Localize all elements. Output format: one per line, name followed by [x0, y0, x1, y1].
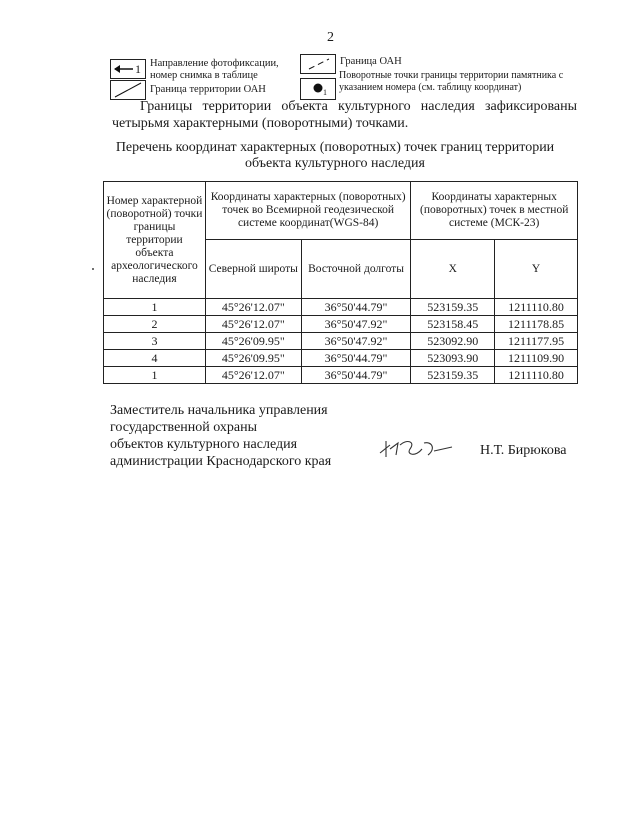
table-row: [104, 333, 578, 350]
signer-name: Н.Т. Бирюкова: [480, 443, 567, 458]
intro-text: Границы территории объекта культурного наследия зафиксированы четырьмя характерными (поворотными) точками.: [112, 99, 577, 131]
scan-speck: [92, 268, 94, 270]
header-msk23: Координаты характерных (поворотных) точек в местной системе (МСК-23): [411, 182, 578, 240]
cell-point-number: 2: [104, 316, 206, 333]
signature-position: [110, 402, 331, 470]
table-row: [104, 350, 578, 367]
page-number: 2: [327, 30, 334, 45]
cell-y: 1211177.95: [495, 333, 578, 350]
header-point-number: Номер характерной (поворотной) точки границы территории объекта археологического наследия: [104, 182, 206, 299]
coordinates-list-title: Перечень координат характерных (поворотных) точек границ территории объекта культурного наследия: [115, 140, 555, 171]
cell-latitude: 45°26'09.95": [205, 333, 301, 350]
header-east-longitude: Восточной долготы: [301, 240, 411, 299]
cell-longitude: 36°50'44.79": [301, 299, 411, 316]
handwritten-signature: [376, 435, 456, 465]
legend-arrow-box: [110, 59, 146, 79]
cell-point-number: 1: [104, 299, 206, 316]
coordinates-table: [103, 181, 578, 384]
header-y: Y: [495, 240, 578, 299]
cell-point-number: 4: [104, 350, 206, 367]
header-x: X: [411, 240, 495, 299]
table-row: [104, 316, 578, 333]
legend-oan-box: [300, 54, 336, 74]
cell-y: 1211109.90: [495, 350, 578, 367]
legend-boundary-box: [110, 80, 146, 100]
cell-latitude: 45°26'12.07": [205, 316, 301, 333]
cell-x: 523159.35: [411, 367, 495, 384]
legend-label-oan: Граница ОАН: [340, 56, 402, 67]
cell-longitude: 36°50'47.92": [301, 333, 411, 350]
position-line: государственной охраны: [110, 420, 258, 435]
cell-longitude: 36°50'44.79": [301, 350, 411, 367]
cell-point-number: 1: [104, 367, 206, 384]
legend-label-territory: Граница территории ОАН: [150, 84, 266, 95]
position-line: администрации Краснодарского края: [110, 454, 332, 469]
territory-boundary-line-icon: [111, 81, 145, 99]
oan-boundary-dashed-icon: [301, 55, 335, 73]
cell-y: 1211178.85: [495, 316, 578, 333]
header-north-latitude: Северной широты: [205, 240, 301, 299]
cell-latitude: 45°26'12.07": [205, 299, 301, 316]
cell-longitude: 36°50'44.79": [301, 367, 411, 384]
legend-point-number: 1: [323, 88, 327, 97]
cell-y: 1211110.80: [495, 367, 578, 384]
position-line: объектов культурного наследия: [110, 437, 298, 452]
cell-x: 523093.90: [411, 350, 495, 367]
cell-point-number: 3: [104, 333, 206, 350]
turning-point-icon: [301, 79, 335, 99]
legend-point-box: [300, 78, 336, 100]
legend-arrow-number: 1: [135, 62, 141, 76]
cell-x: 523159.35: [411, 299, 495, 316]
legend-label-points: Поворотные точки границы территории памятника с указанием номера (см. таблицу координат): [339, 70, 564, 93]
position-line: Заместитель начальника управления: [110, 403, 328, 418]
cell-latitude: 45°26'09.95": [205, 350, 301, 367]
table-row: [104, 299, 578, 316]
header-wgs84: Координаты характерных (поворотных) точек во Всемирной геодезической системе координат(WGS-84): [205, 182, 410, 240]
cell-y: 1211110.80: [495, 299, 578, 316]
intro-paragraph: [112, 98, 577, 132]
table-row: [104, 367, 578, 384]
legend-label-photo: Направление фотофиксации, номер снимка в таблице: [150, 58, 279, 81]
cell-x: 523092.90: [411, 333, 495, 350]
cell-longitude: 36°50'47.92": [301, 316, 411, 333]
cell-latitude: 45°26'12.07": [205, 367, 301, 384]
cell-x: 523158.45: [411, 316, 495, 333]
